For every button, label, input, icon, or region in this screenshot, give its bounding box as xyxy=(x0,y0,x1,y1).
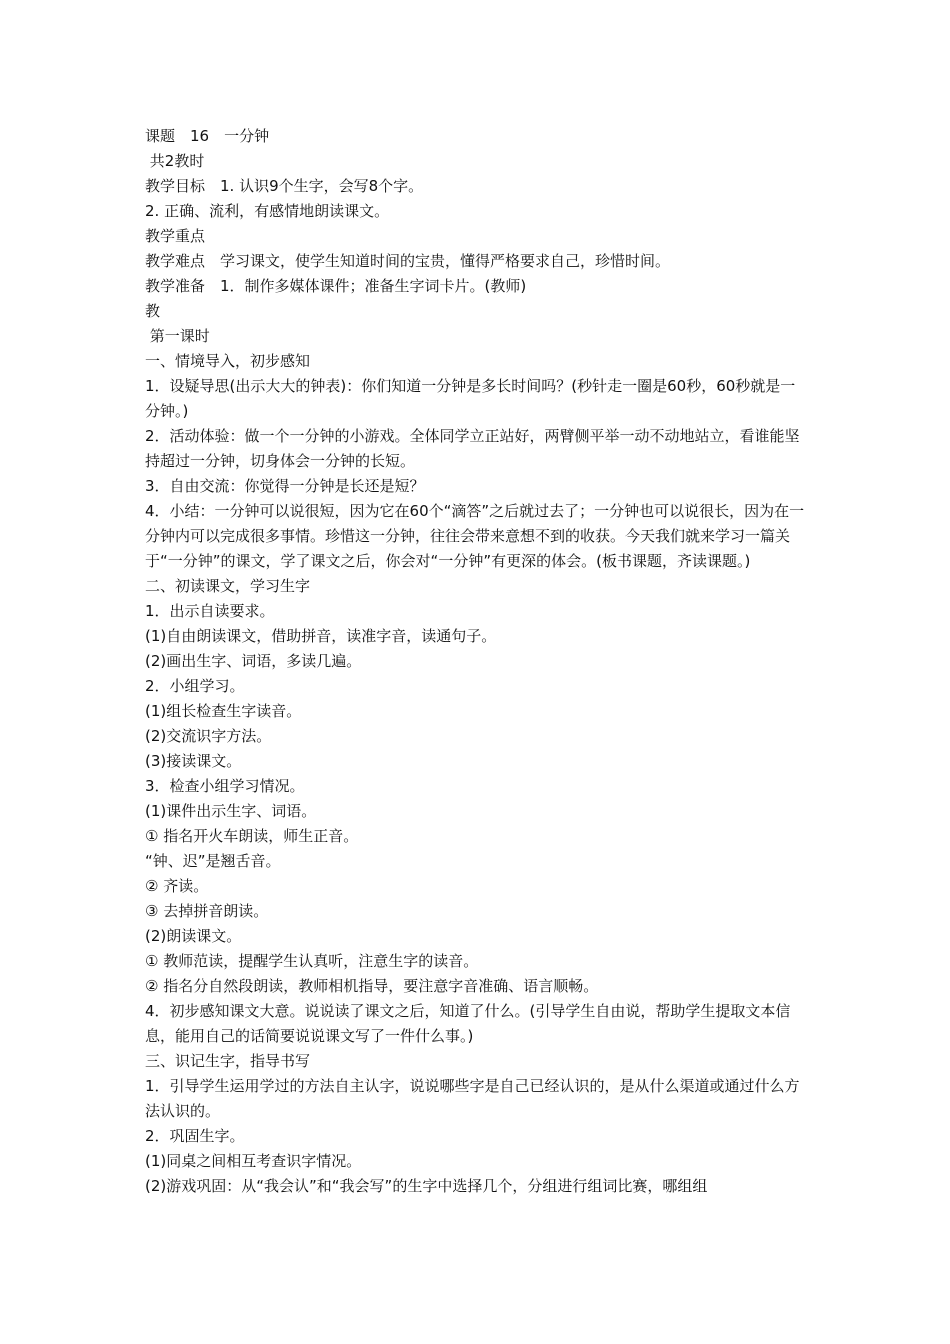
text-line: 第一课时 xyxy=(145,327,210,345)
text-line: “钟、迟”是翘舌音。 xyxy=(145,852,281,870)
text-line: 1．引导学生运用学过的方法自主认字，说说哪些字是自己已经认识的，是从什么渠道或通过什么方法认识的。 xyxy=(145,1077,800,1120)
lesson-plan-document xyxy=(145,124,805,1199)
text-line: (3)接读课文。 xyxy=(145,752,242,770)
text-line: 2．小组学习。 xyxy=(145,677,245,695)
text-line: (2)画出生字、词语，多读几遍。 xyxy=(145,652,362,670)
text-line: 1．出示自读要求。 xyxy=(145,602,275,620)
text-line: 2．巩固生字。 xyxy=(145,1127,245,1145)
text-line: ① 教师范读，提醒学生认真听，注意生字的读音。 xyxy=(145,952,479,970)
text-line: 4．初步感知课文大意。说说读了课文之后，知道了什么。(引导学生自由说，帮助学生提取文本信息，能用自己的话简要说说课文写了一件什么事。) xyxy=(145,1002,791,1045)
text-line: ③ 去掉拼音朗读。 xyxy=(145,902,269,920)
text-line: 1．设疑导思(出示大大的钟表)：你们知道一分钟是多长时间吗？(秒针走一圈是60秒，60秒就是一分钟。) xyxy=(145,377,796,420)
text-line: (1)自由朗读课文，借助拼音，读准字音，读通句子。 xyxy=(145,627,497,645)
text-line: 共2教时 xyxy=(145,152,205,170)
text-line: 3．检查小组学习情况。 xyxy=(145,777,305,795)
text-line: 课题 16 一分钟 xyxy=(145,127,270,145)
text-line: 教 xyxy=(145,302,161,320)
text-line: 教学难点 学习课文，使学生知道时间的宝贵，懂得严格要求自己，珍惜时间。 xyxy=(145,252,671,270)
text-line: (1)组长检查生字读音。 xyxy=(145,702,302,720)
text-line: 教学准备 1．制作多媒体课件；准备生字词卡片。(教师) xyxy=(145,277,527,295)
text-line: 2. 正确、流利，有感情地朗读课文。 xyxy=(145,202,390,220)
text-line: ② 指名分自然段朗读，教师相机指导，要注意字音准确、语言顺畅。 xyxy=(145,977,599,995)
text-line: 一、情境导入，初步感知 xyxy=(145,352,311,370)
text-line: (1)同桌之间相互考查识字情况。 xyxy=(145,1152,362,1170)
text-line: ② 齐读。 xyxy=(145,877,209,895)
text-line: ① 指名开火车朗读，师生正音。 xyxy=(145,827,359,845)
text-line: 三、识记生字，指导书写 xyxy=(145,1052,311,1070)
text-line: 教学目标 1. 认识9个生字，会写8个字。 xyxy=(145,177,424,195)
text-line: 二、初读课文，学习生字 xyxy=(145,577,311,595)
text-line: (2)游戏巩固：从“我会认”和“我会写”的生字中选择几个，分组进行组词比赛，哪组组 xyxy=(145,1177,708,1195)
text-line: 2．活动体验：做一个一分钟的小游戏。全体同学立正站好，两臂侧平举一动不动地站立，看谁能坚持超过一分钟，切身体会一分钟的长短。 xyxy=(145,427,800,470)
text-line: (1)课件出示生字、词语。 xyxy=(145,802,317,820)
text-line: (2)交流识字方法。 xyxy=(145,727,272,745)
text-line: 3．自由交流：你觉得一分钟是长还是短？ xyxy=(145,477,425,495)
text-line: 4．小结：一分钟可以说很短，因为它在60个“滴答”之后就过去了；一分钟也可以说很长，因为在一分钟内可以完成很多事情。珍惜这一分钟，往往会带来意想不到的收获。今天我们就来学习一篇关于“一分钟”的课文，学了课文之后，你会对“一分钟”有更深的体会。(板书课题，齐读课题。) xyxy=(145,502,805,570)
text-line: (2)朗读课文。 xyxy=(145,927,242,945)
text-line: 教学重点 xyxy=(145,227,206,245)
